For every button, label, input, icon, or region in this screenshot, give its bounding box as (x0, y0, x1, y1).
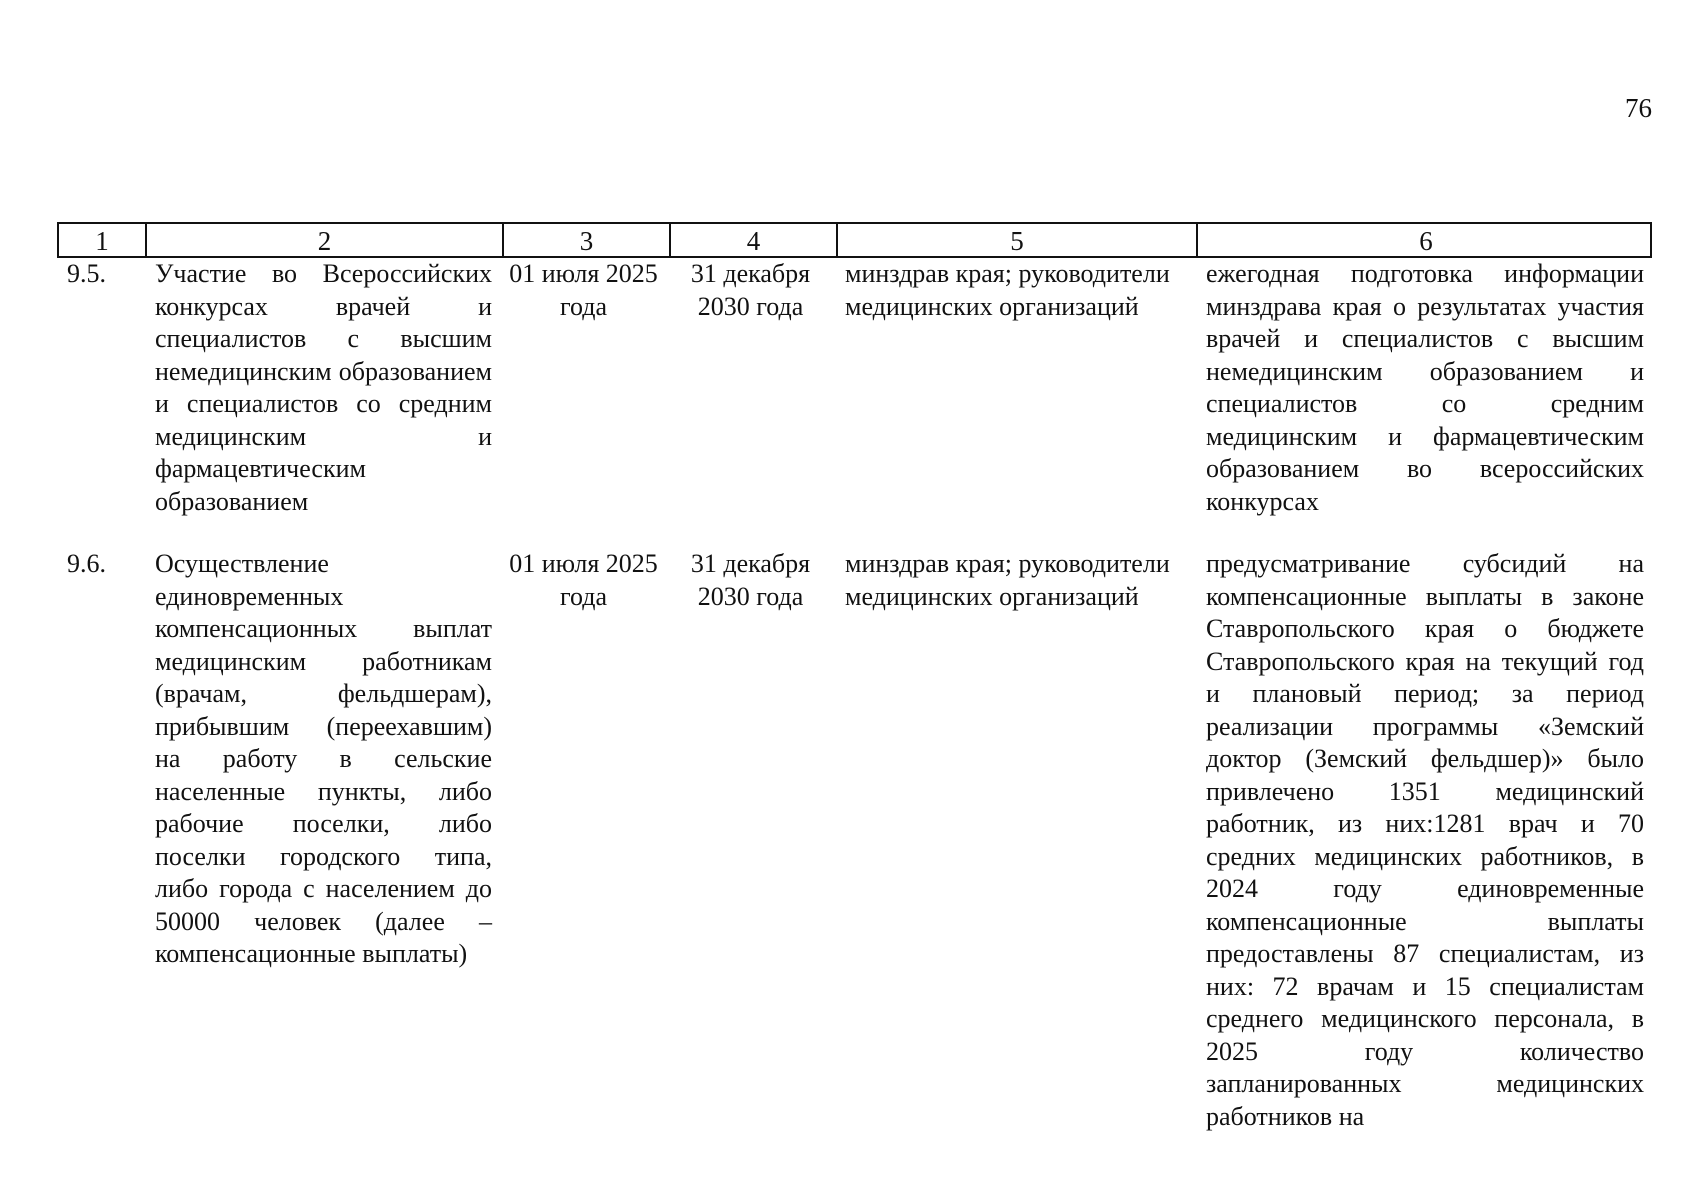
column-header-5: 5 (836, 224, 1196, 258)
end-date: 31 декабря 2030 года (690, 549, 811, 611)
row-number: 9.5. (67, 259, 106, 288)
end-date: 31 декабря 2030 года (690, 259, 811, 321)
measures-table (57, 222, 1652, 1133)
column-header-1: 1 (95, 226, 109, 256)
column-header-2: 2 (145, 224, 502, 258)
table-row (57, 548, 1652, 1133)
table-header-row (57, 222, 1652, 258)
measure-text: Участие во Всероссийских конкурсах врачей и специалистов с высшим немедицинским образованием и специалистов со средним медицинским и фармацевтическим образованием (155, 259, 492, 516)
row-spacer (57, 518, 1652, 548)
table-row (57, 258, 1652, 518)
start-date: 01 июля 2025 года (509, 259, 658, 321)
responsible-executors: минздрав края; руководители медицинских организаций (845, 549, 1170, 611)
column-header-4: 4 (669, 224, 836, 258)
expected-result: предусматривание субсидий на компенсационные выплаты в законе Ставропольского края о бюджете Ставропольского края на текущий год и плановый период; за период реализации программы «Земский доктор (Земский фельдшер)» было привлечено 1351 медицинский работник, из них:1281 врач и 70 средних медицинских работников, в 2024 году единовременные компенсационные выплаты предоставлены 87 специалистам, из них: 72 врачам и 15 специалистам среднего медицинского персонала, в 2025 году количество запланированных медицинских работников на (1206, 549, 1644, 1131)
column-header-3: 3 (502, 224, 669, 258)
page-number: 76 (1625, 93, 1652, 123)
measure-text: Осуществление единовременных компенсационных выплат медицинским работникам (врачам, фельдшерам), прибывшим (переехавшим) на работу в сельские населенные пункты, либо рабочие поселки, либо поселки городского типа, либо города с населением до 50000 человек (далее – компенсационные выплаты) (155, 549, 492, 968)
column-header-6: 6 (1196, 224, 1654, 258)
expected-result: ежегодная подготовка информации минздрава края о результатах участия врачей и специалистов с высшим немедицинским образованием и специалистов со средним медицинским и фармацевтическим образованием во всероссийских конкурсах (1206, 259, 1644, 516)
start-date: 01 июля 2025 года (509, 549, 658, 611)
responsible-executors: минздрав края; руководители медицинских организаций (845, 259, 1170, 321)
row-number: 9.6. (67, 549, 106, 578)
